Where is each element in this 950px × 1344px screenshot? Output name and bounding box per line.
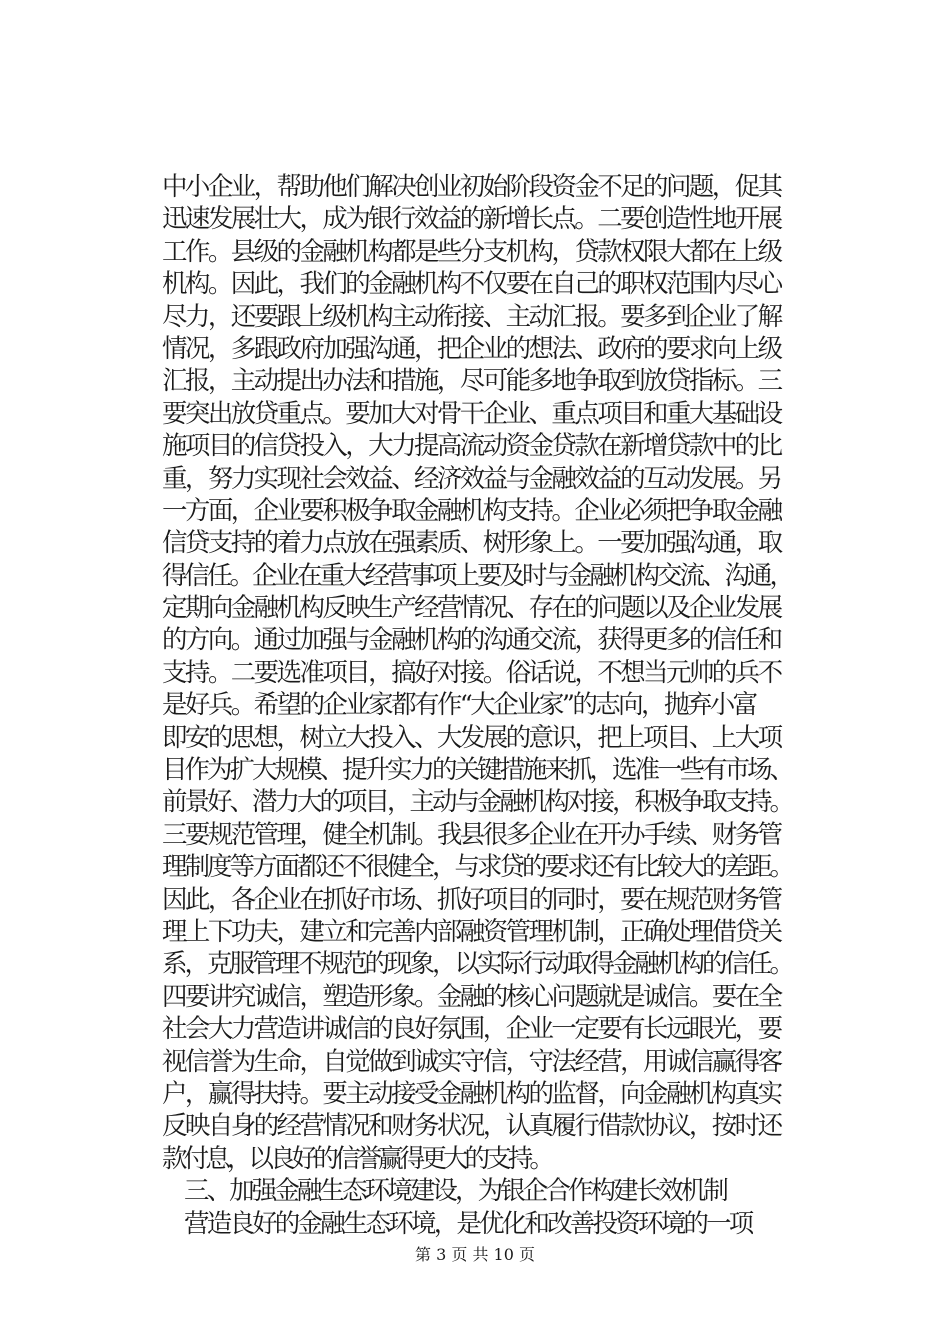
text-line: 即安的思想，树立大投入、大发展的意识，把上项目、上大项 (162, 722, 781, 753)
text-line: 的方向。通过加强与金融机构的沟通交流，获得更多的信任和 (162, 625, 781, 656)
text-line: 款付息，以良好的信誉赢得更大的支持。 (162, 1143, 552, 1174)
text-line: 机构。因此，我们的金融机构不仅要在自己的职权范围内尽心 (162, 269, 781, 300)
text-line: 社会大力营造讲诚信的良好氛围，企业一定要有长远眼光，要 (162, 1014, 781, 1045)
text-line: 是好兵。希望的企业家都有作“大企业家”的志向，抛弃小富 (162, 690, 756, 721)
text-line: 理制度等方面都还不很健全，与求贷的要求还有比较大的差距。 (162, 852, 793, 883)
text-line: 得信任。企业在重大经营事项上要及时与金融机构交流、沟通， (162, 560, 793, 591)
text-line: 营造良好的金融生态环境，是优化和改善投资环境的一项 (184, 1208, 752, 1239)
text-line: 要突出放贷重点。要加大对骨干企业、重点项目和重大基础设 (162, 398, 781, 429)
text-line: 反映自身的经营情况和财务状况，认真履行借款协议，按时还 (162, 1111, 781, 1142)
text-line: 四要讲究诚信，塑造形象。金融的核心问题就是诚信。要在全 (162, 981, 781, 1012)
text-line: 因此，各企业在抓好市场、抓好项目的同时，要在规范财务管 (162, 884, 781, 915)
text-line: 系，克服管理不规范的现象，以实际行动取得金融机构的信任。 (162, 949, 793, 980)
text-line: 施项目的信贷投入，大力提高流动资金贷款在新增贷款中的比 (162, 431, 781, 462)
text-line: 信贷支持的着力点放在强素质、树形象上。一要加强沟通，取 (162, 528, 781, 559)
text-line: 支持。二要选准项目，搞好对接。俗话说，不想当元帅的兵不 (162, 657, 781, 688)
section-heading: 三、加强金融生态环境建设，为银企合作构建长效机制 (184, 1176, 727, 1207)
body-text (162, 171, 862, 1240)
page-number-footer: 第 3 页 共 10 页 (415, 1245, 535, 1264)
text-line: 前景好、潜力大的项目，主动与金融机构对接，积极争取支持。 (162, 787, 793, 818)
text-line: 三要规范管理，健全机制。我县很多企业在开办手续、财务管 (162, 819, 781, 850)
text-line: 中小企业，帮助他们解决创业初始阶段资金不足的问题，促其 (162, 172, 781, 202)
text-line: 尽力，还要跟上级机构主动衔接、主动汇报。要多到企业了解 (162, 301, 781, 332)
text-line: 理上下功夫，建立和完善内部融资管理机制，正确处理借贷关 (162, 916, 781, 947)
text-line: 工作。县级的金融机构都是些分支机构，贷款权限大都在上级 (162, 236, 781, 267)
text-line: 户，赢得扶持。要主动接受金融机构的监督，向金融机构真实 (162, 1078, 781, 1109)
text-line: 定期向金融机构反映生产经营情况、存在的问题以及企业发展 (162, 593, 781, 624)
text-line: 情况，多跟政府加强沟通，把企业的想法、政府的要求向上级 (162, 333, 781, 364)
text-line: 视信誉为生命，自觉做到诚实守信，守法经营，用诚信赢得客 (162, 1046, 781, 1077)
text-line: 汇报，主动提出办法和措施，尽可能多地争取到放贷指标。三 (162, 366, 781, 397)
text-line: 一方面，企业要积极争取金融机构支持。企业必须把争取金融 (162, 495, 781, 526)
text-line: 迅速发展壮大，成为银行效益的新增长点。二要创造性地开展 (162, 204, 781, 235)
text-line: 目作为扩大规模、提升实力的关键措施来抓，选准一些有市场、 (162, 755, 793, 786)
text-line: 重，努力实现社会效益、经济效益与金融效益的互动发展。另 (162, 463, 781, 494)
